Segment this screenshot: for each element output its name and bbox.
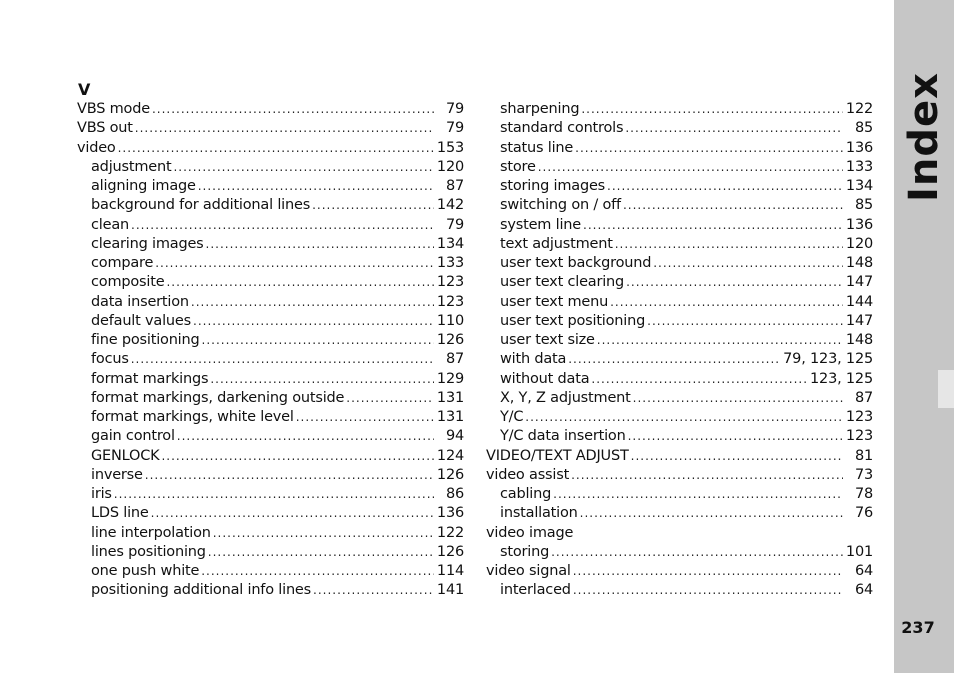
index-entry — [77, 312, 464, 331]
dot-leader — [583, 216, 843, 235]
index-page-ref: 85 — [854, 120, 873, 137]
index-term: compare — [91, 255, 154, 271]
index-page-ref: 79 — [445, 120, 464, 137]
index-entry — [486, 177, 873, 196]
index-term: without data — [500, 370, 590, 387]
index-entry — [486, 158, 873, 177]
index-page-ref: 126 — [436, 543, 464, 560]
index-page-ref: 120 — [845, 235, 873, 252]
index-term: storing images — [500, 178, 606, 194]
index-page-ref: 87 — [445, 351, 464, 368]
index-page-ref: 134 — [845, 178, 873, 194]
index-entry — [77, 331, 464, 350]
index-term: adjustment — [91, 158, 172, 175]
dot-leader — [213, 524, 434, 543]
index-entry — [77, 216, 464, 235]
dot-leader — [313, 581, 434, 600]
index-page-ref: 133 — [845, 158, 873, 175]
dot-leader — [610, 293, 843, 312]
index-entry — [486, 427, 873, 446]
index-entry — [486, 254, 873, 273]
dot-leader — [573, 562, 843, 581]
index-page-ref: 87 — [445, 178, 464, 194]
index-entry — [486, 408, 873, 427]
dot-leader — [198, 177, 434, 196]
index-term: sharpening — [500, 101, 580, 117]
dot-leader — [615, 235, 843, 254]
index-term: line interpolation — [91, 524, 211, 541]
index-term: text adjustment — [500, 235, 613, 252]
index-entry — [486, 119, 873, 138]
index-term: format markings — [91, 370, 209, 387]
dot-leader — [177, 427, 434, 446]
index-page-ref: 114 — [436, 563, 464, 579]
index-term: video — [77, 139, 116, 156]
index-page-ref: 101 — [845, 543, 873, 560]
index-page-ref: 122 — [845, 101, 873, 117]
dot-leader — [525, 408, 843, 427]
index-term: format markings, white level — [91, 409, 294, 425]
dot-leader — [152, 100, 434, 119]
index-term: inverse — [91, 466, 143, 483]
index-page-ref: 124 — [436, 447, 464, 464]
index-term: interlaced — [500, 582, 571, 599]
dot-leader — [201, 562, 434, 581]
dot-leader — [631, 447, 843, 466]
index-page-ref: 64 — [854, 582, 873, 599]
dot-leader — [151, 504, 434, 523]
dot-leader — [145, 466, 434, 485]
dot-leader — [607, 177, 843, 196]
index-term: video signal — [486, 563, 571, 579]
index-page-ref: 129 — [436, 370, 464, 387]
index-entry — [486, 312, 873, 331]
index-page-ref: 123 — [845, 428, 873, 445]
index-page-ref: 141 — [436, 582, 464, 599]
index-entry — [77, 485, 464, 504]
index-entry — [77, 370, 464, 389]
dot-leader — [571, 466, 843, 485]
index-term: video assist — [486, 466, 570, 483]
index-entry — [77, 466, 464, 485]
dot-leader — [193, 312, 434, 331]
index-term: VBS mode — [77, 101, 150, 117]
index-term: user text positioning — [500, 312, 646, 329]
page-number: 237 — [901, 618, 935, 637]
index-entry — [77, 581, 464, 600]
index-thumb-tab — [938, 370, 954, 408]
index-entry — [486, 524, 873, 543]
index-term: lines positioning — [91, 543, 206, 560]
dot-leader — [626, 273, 843, 292]
dot-leader — [191, 293, 434, 312]
index-entry — [77, 177, 464, 196]
index-entry — [77, 447, 464, 466]
index-term: data insertion — [91, 293, 189, 310]
index-term: LDS line — [91, 505, 149, 522]
index-term: one push white — [91, 563, 200, 579]
index-entry — [486, 485, 873, 504]
index-side-title-text: Index — [901, 72, 948, 202]
index-entry — [77, 427, 464, 446]
dot-leader — [597, 331, 843, 350]
index-page-ref: 136 — [845, 139, 873, 156]
index-page-ref: 147 — [845, 312, 873, 329]
dot-leader — [166, 273, 434, 292]
dot-leader — [580, 504, 843, 523]
index-entry — [486, 350, 873, 369]
index-entry — [77, 562, 464, 581]
index-page-ref: 123 — [436, 293, 464, 310]
index-page-ref: 131 — [436, 409, 464, 425]
index-entry — [77, 273, 464, 292]
index-entry — [486, 543, 873, 562]
dot-leader — [538, 158, 843, 177]
index-page-ref: 122 — [436, 524, 464, 541]
dot-leader — [155, 254, 434, 273]
index-page-ref: 76 — [854, 505, 873, 522]
index-entry — [77, 100, 464, 119]
dot-leader — [131, 216, 434, 235]
dot-leader — [210, 370, 434, 389]
index-page-ref: 123 — [436, 274, 464, 291]
index-term: user text menu — [500, 293, 609, 310]
index-term: focus — [91, 351, 129, 368]
index-page-ref: 78 — [854, 486, 873, 502]
index-page-ref: 86 — [445, 486, 464, 502]
index-term: storing — [500, 543, 550, 560]
index-page-ref: 123 — [845, 409, 873, 425]
index-page-ref: 148 — [845, 332, 873, 348]
index-page-ref: 120 — [436, 158, 464, 175]
index-term: background for additional lines — [91, 197, 311, 214]
dot-leader — [312, 196, 434, 215]
index-entry — [77, 524, 464, 543]
index-entry — [486, 447, 873, 466]
index-page-ref: 123, 125 — [810, 370, 873, 387]
index-entry — [486, 581, 873, 600]
index-term: gain control — [91, 428, 175, 445]
index-entry — [77, 196, 464, 215]
index-entry — [486, 504, 873, 523]
index-page-ref: 110 — [436, 312, 464, 329]
index-term: VIDEO/TEXT ADJUST — [486, 447, 629, 464]
index-page-ref: 136 — [845, 216, 873, 233]
index-term: clearing images — [91, 235, 204, 252]
index-term: user text background — [500, 255, 652, 271]
dot-leader — [131, 350, 434, 369]
index-term: composite — [91, 274, 165, 291]
index-entry — [77, 235, 464, 254]
dot-leader — [591, 370, 808, 389]
index-entry — [486, 196, 873, 215]
index-entry — [77, 350, 464, 369]
dot-leader — [208, 543, 434, 562]
index-term: Y/C — [500, 409, 524, 425]
dot-leader — [206, 235, 434, 254]
dot-leader — [568, 350, 781, 369]
index-page-ref: 144 — [845, 293, 873, 310]
dot-leader — [575, 139, 843, 158]
index-entry — [486, 293, 873, 312]
section-letter: V — [78, 80, 91, 99]
index-page-ref: 126 — [436, 466, 464, 483]
index-page-ref: 134 — [436, 235, 464, 252]
index-entry — [77, 408, 464, 427]
dot-leader — [581, 100, 843, 119]
index-entry — [77, 543, 464, 562]
index-page-ref: 131 — [436, 389, 464, 406]
index-term: clean — [91, 216, 129, 233]
index-column-left — [77, 100, 464, 601]
dot-leader — [346, 389, 434, 408]
index-entry — [486, 331, 873, 350]
index-page-ref: 133 — [436, 255, 464, 271]
index-entry — [486, 370, 873, 389]
index-entry — [486, 273, 873, 292]
index-column-right — [486, 100, 873, 601]
index-page-ref: 64 — [854, 563, 873, 579]
index-term: store — [500, 158, 536, 175]
dot-leader — [118, 139, 434, 158]
index-entry — [486, 389, 873, 408]
index-page-ref: 147 — [845, 274, 873, 291]
index-term: default values — [91, 312, 191, 329]
index-term: GENLOCK — [91, 447, 160, 464]
index-entry — [486, 139, 873, 158]
index-term: user text size — [500, 332, 595, 348]
index-entry — [77, 254, 464, 273]
index-entry — [77, 119, 464, 138]
dot-leader — [623, 196, 843, 215]
index-page-ref: 142 — [436, 197, 464, 214]
index-page-ref: 94 — [445, 428, 464, 445]
index-term: standard controls — [500, 120, 624, 137]
index-term: video image — [486, 524, 574, 541]
dot-leader — [625, 119, 843, 138]
dot-leader — [647, 312, 843, 331]
index-page-ref: 73 — [854, 466, 873, 483]
index-term: Y/C data insertion — [500, 428, 626, 445]
index-page-ref: 79 — [445, 101, 464, 117]
index-entry — [486, 235, 873, 254]
dot-leader — [553, 485, 843, 504]
index-term: positioning additional info lines — [91, 582, 312, 599]
index-entry — [77, 293, 464, 312]
index-page-ref: 136 — [436, 505, 464, 522]
dot-leader — [633, 389, 843, 408]
index-page-ref: 79, 123, 125 — [783, 351, 873, 368]
index-page-ref: 87 — [854, 389, 873, 406]
index-side-title — [894, 62, 954, 212]
index-term: X, Y, Z adjustment — [500, 389, 631, 406]
index-entry — [486, 562, 873, 581]
index-term: switching on / off — [500, 197, 621, 214]
dot-leader — [173, 158, 434, 177]
index-entry — [486, 466, 873, 485]
index-term: user text clearing — [500, 274, 625, 291]
dot-leader — [296, 408, 434, 427]
index-term: installation — [500, 505, 578, 522]
index-term: with data — [500, 351, 567, 368]
dot-leader — [573, 581, 843, 600]
index-entry — [77, 139, 464, 158]
index-term: aligning image — [91, 178, 196, 194]
index-term: VBS out — [77, 120, 133, 137]
dot-leader — [202, 331, 434, 350]
index-term: system line — [500, 216, 581, 233]
dot-leader — [653, 254, 843, 273]
index-page-ref: 148 — [845, 255, 873, 271]
dot-leader — [161, 447, 434, 466]
dot-leader — [551, 543, 843, 562]
index-page-ref: 85 — [854, 197, 873, 214]
index-term: format markings, darkening outside — [91, 389, 345, 406]
index-page-ref: 79 — [445, 216, 464, 233]
index-term: fine positioning — [91, 332, 200, 348]
index-entry — [77, 504, 464, 523]
dot-leader — [114, 485, 434, 504]
dot-leader — [628, 427, 843, 446]
index-page-ref: 126 — [436, 332, 464, 348]
index-term: status line — [500, 139, 574, 156]
dot-leader — [135, 119, 434, 138]
index-page-ref: 153 — [436, 139, 464, 156]
index-entry — [77, 389, 464, 408]
index-entry — [77, 158, 464, 177]
index-term: iris — [91, 486, 112, 502]
index-entry — [486, 100, 873, 119]
index-page-ref: 81 — [854, 447, 873, 464]
index-entry — [486, 216, 873, 235]
index-term: cabling — [500, 486, 552, 502]
